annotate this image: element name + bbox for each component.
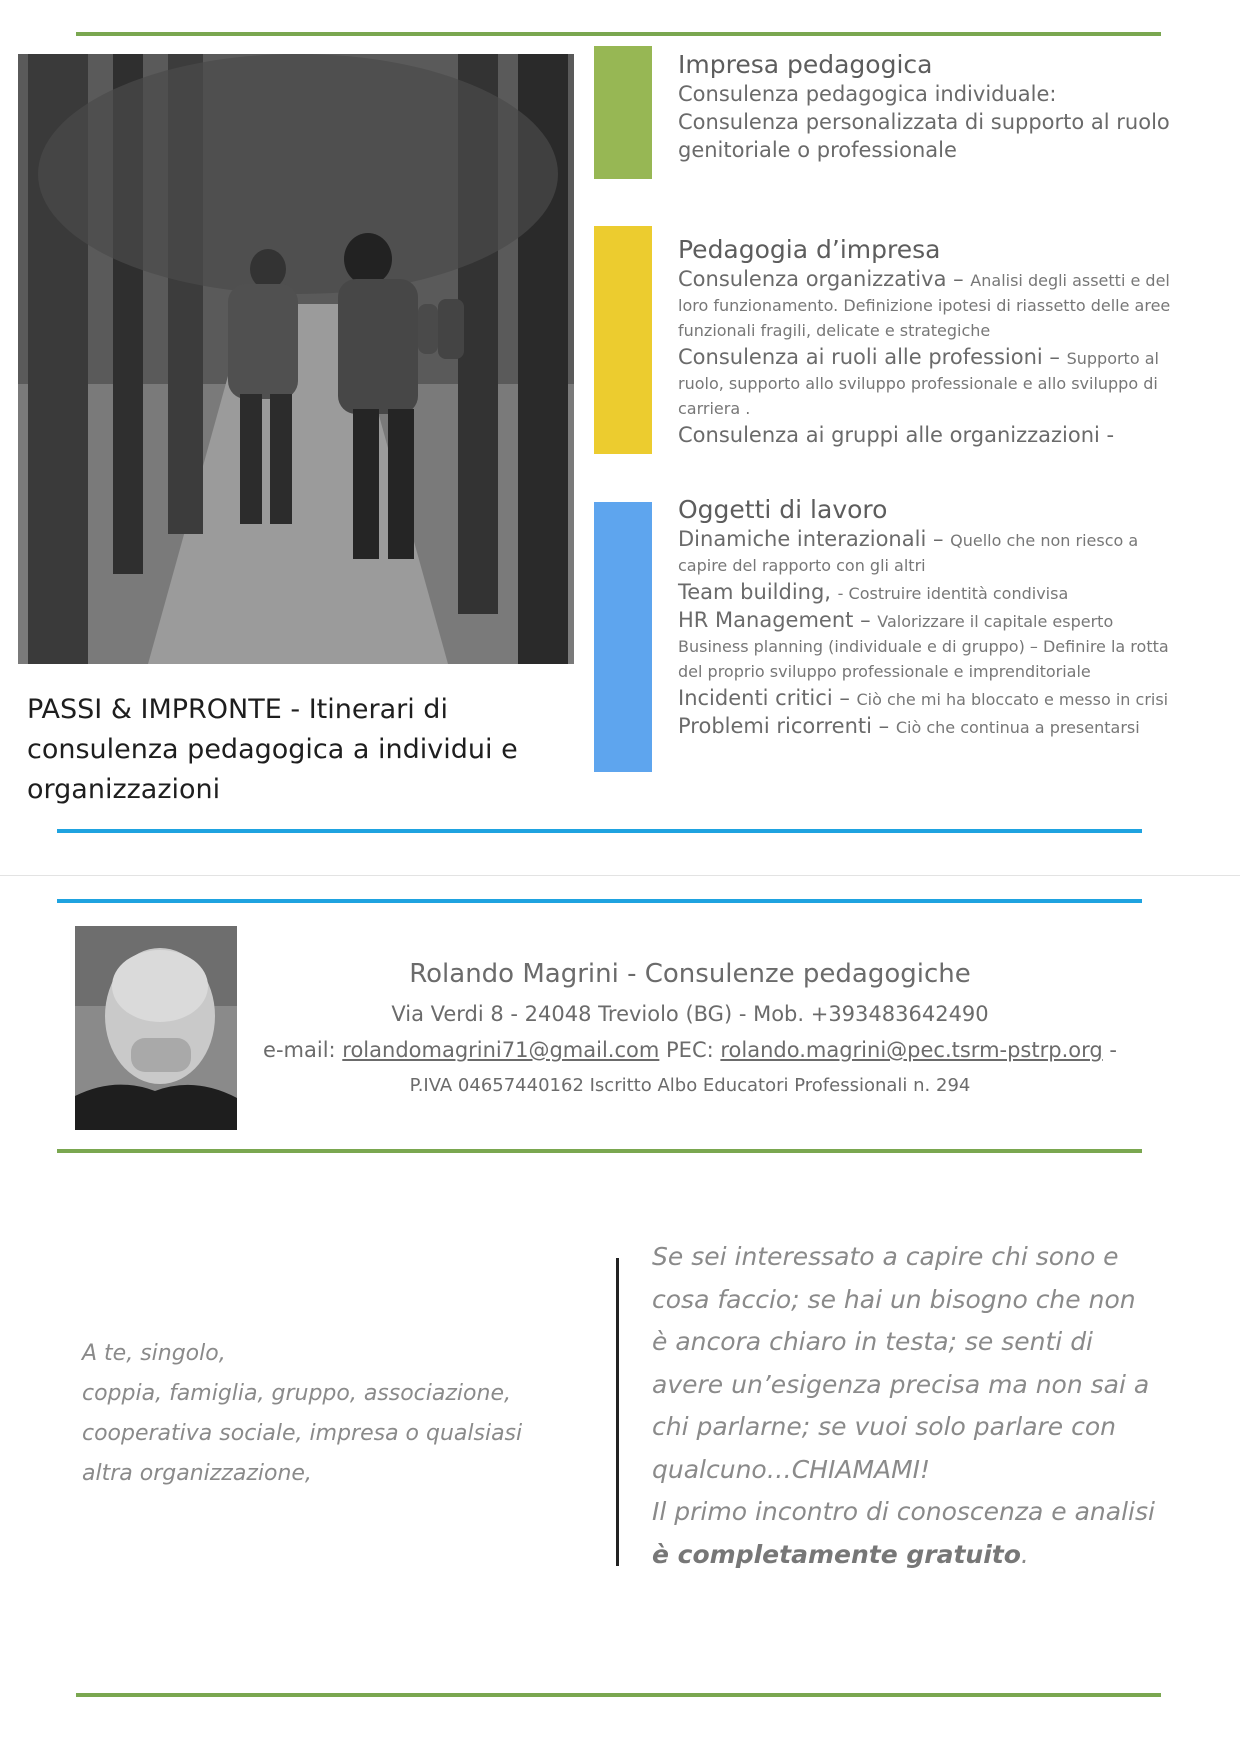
hikers-photo xyxy=(18,54,574,664)
right-quote-line: Il primo incontro di conoscenza e analisi xyxy=(652,1497,1155,1526)
blue-block xyxy=(594,502,652,772)
right-quote-line: avere un’esigenza precisa ma non sai a xyxy=(652,1369,1150,1399)
section-item-desc: Ciò che mi ha bloccato e messo in crisi xyxy=(856,690,1169,709)
email-link[interactable]: rolandomagrini71@gmail.com xyxy=(342,1038,660,1062)
section-item-lead: Consulenza pedagogica individuale: xyxy=(678,82,1057,106)
free-consultation-text: è completamente gratuito xyxy=(652,1539,1021,1569)
section-oggetti-di-lavoro xyxy=(678,495,1190,740)
section-item-desc: Supporto al ruolo, supporto allo sviluppo professionale e allo sviluppo di carriera . xyxy=(678,349,1159,418)
section-item-lead: Incidenti critici – xyxy=(678,686,857,710)
section-title: Impresa pedagogica xyxy=(678,50,933,79)
right-quote-line: Se sei interessato a capire chi sono e xyxy=(652,1242,1119,1271)
section-item-desc: Ciò che continua a presentarsi xyxy=(895,718,1140,737)
section-item-lead: Team building, xyxy=(678,580,838,604)
section-item-lead: Consulenza organizzativa – xyxy=(678,267,971,291)
left-quote-line: altra organizzazione, xyxy=(82,1461,312,1486)
section-impresa-pedagogica xyxy=(678,50,1190,164)
section-item-desc: - Costruire identità condivisa xyxy=(837,584,1069,603)
section-item xyxy=(678,634,1190,684)
right-quote-line: qualcuno…CHIAMAMI! xyxy=(652,1454,931,1484)
section-title: Pedagogia d’impresa xyxy=(678,235,941,264)
contact-card xyxy=(250,952,1130,1104)
section-title: Oggetti di lavoro xyxy=(678,495,888,524)
section-rule-blue xyxy=(57,829,1142,833)
left-quote-line: cooperativa sociale, impresa o qualsiasi xyxy=(82,1421,523,1446)
contact-name: Rolando Magrini - Consulenze pedagogiche xyxy=(409,959,971,989)
contact-address: Via Verdi 8 - 24048 Treviolo (BG) - Mob. +393483642490 xyxy=(391,1002,989,1026)
section-item xyxy=(678,712,1190,740)
right-quote-line: è ancora chiaro in testa; se senti di xyxy=(652,1327,1094,1356)
section-item-lead: Consulenza ai ruoli alle professioni – xyxy=(678,345,1067,369)
section-item-desc: Analisi degli assetti e del loro funzionamento. Definizione ipotesi di riassetto delle aree funzionali fragili, delicate e strategiche xyxy=(678,271,1171,340)
section-item xyxy=(678,343,1190,421)
section-item xyxy=(678,684,1190,712)
section-item xyxy=(678,578,1190,606)
section-item xyxy=(678,265,1190,343)
section-item-lead: Consulenza personalizzata di supporto al ruolo genitoriale o professionale xyxy=(678,110,1170,162)
vertical-divider xyxy=(616,1258,619,1566)
bottom-rule xyxy=(76,1693,1161,1697)
pec-link[interactable]: rolando.magrini@pec.tsrm-pstrp.org xyxy=(720,1038,1103,1062)
portrait-art xyxy=(75,926,237,1130)
contact-rule-green xyxy=(57,1149,1142,1153)
section-item xyxy=(678,606,1190,634)
portrait-photo xyxy=(75,926,237,1130)
top-rule xyxy=(76,32,1161,36)
right-quote-line: cosa faccio; se hai un bisogno che non xyxy=(652,1284,1136,1314)
left-quote-line: A te, singolo, xyxy=(82,1341,226,1366)
section-item-desc: Valorizzare il capitale esperto xyxy=(877,612,1114,631)
page-break-line xyxy=(0,875,1240,876)
hikers-photo-art xyxy=(18,54,574,664)
final-period: . xyxy=(1020,1539,1029,1569)
section-item xyxy=(678,525,1190,578)
section-pedagogia-impresa xyxy=(678,235,1190,449)
yellow-block xyxy=(594,226,652,454)
email-label: e-mail: xyxy=(263,1038,343,1062)
green-block xyxy=(594,46,652,179)
section-item-lead: Problemi ricorrenti – xyxy=(678,714,896,738)
contact-piva: P.IVA 04657440162 Iscritto Albo Educatori Professionali n. 294 xyxy=(409,1075,971,1096)
section-item xyxy=(678,421,1190,449)
right-quote xyxy=(652,1236,1182,1576)
right-quote-line: chi parlarne; se vuoi solo parlare con xyxy=(652,1412,1117,1441)
section-item-lead: Dinamiche interazionali – xyxy=(678,527,951,551)
left-quote-line: coppia, famiglia, gruppo, associazione, xyxy=(82,1381,511,1406)
brand-title: PASSI & IMPRONTE - Itinerari di consulenza pedagogica a individui e organizzazioni xyxy=(27,694,518,805)
section-item-lead: HR Management – xyxy=(678,608,878,632)
left-quote xyxy=(82,1334,582,1494)
pec-suffix: - xyxy=(1102,1038,1117,1062)
pec-label: PEC: xyxy=(659,1038,721,1062)
section-item-lead: Consulenza ai gruppi alle organizzazioni - xyxy=(678,423,1115,447)
right-quote-final-line xyxy=(652,1534,1182,1577)
section-item-desc: Quello che non riesco a capire del rapporto con gli altri xyxy=(678,531,1139,575)
section-item-desc: Business planning (individuale e di gruppo) – Definire la rotta del proprio sviluppo professionale e imprenditoriale xyxy=(678,637,1169,681)
contact-rule-blue xyxy=(57,899,1142,903)
contact-emails xyxy=(250,1032,1130,1068)
